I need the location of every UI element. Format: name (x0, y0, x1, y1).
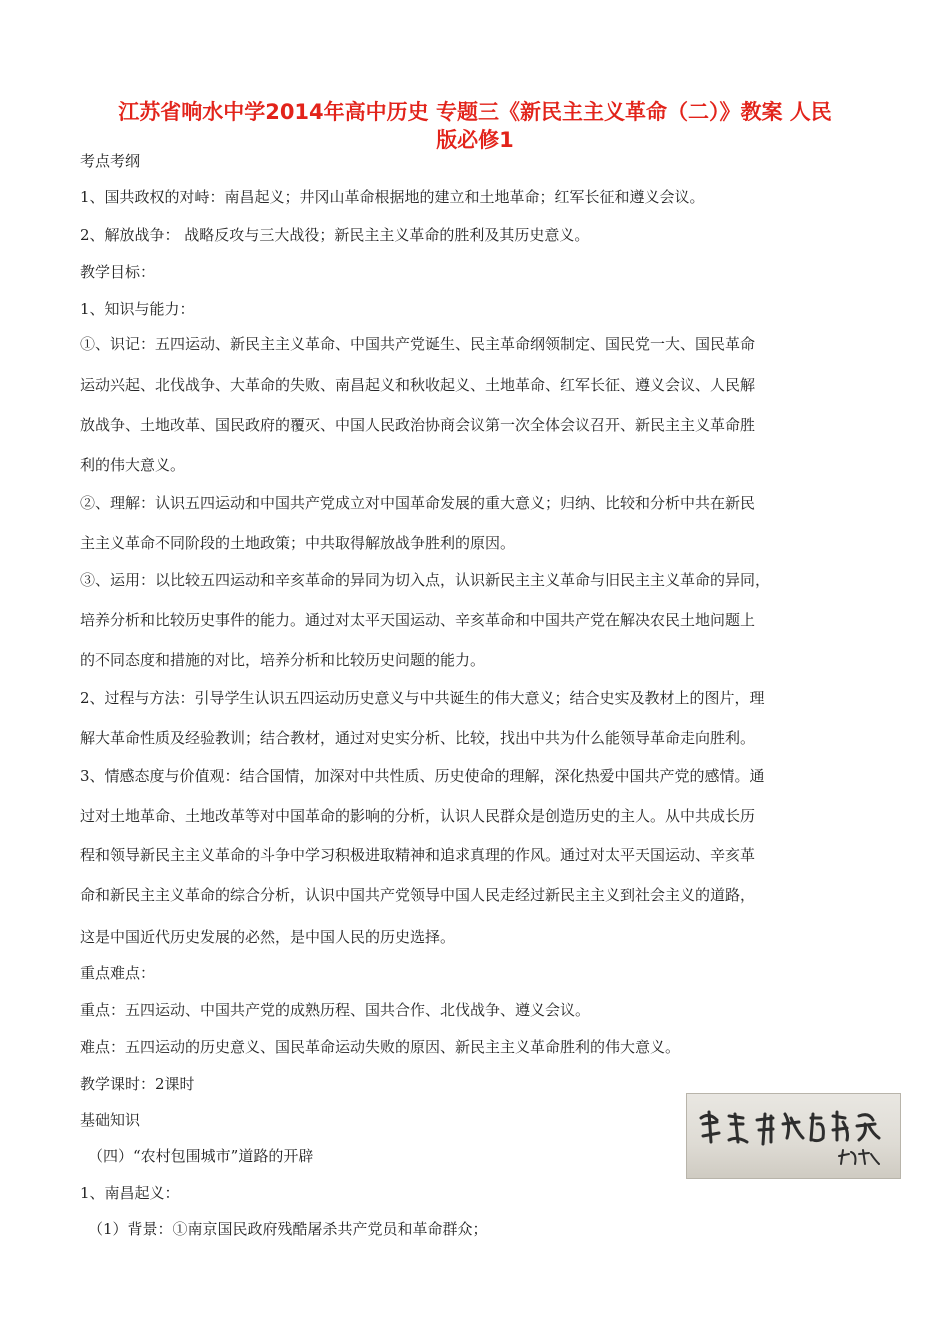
section-heading: 考点考纲 (80, 152, 141, 170)
text-line: 的不同态度和措施的对比，培养分析和比较历史问题的能力。 (80, 651, 486, 669)
text-line: 利的伟大意义。 (80, 456, 186, 474)
calligraphy-inscription-image (686, 1093, 901, 1179)
text-line: 运动兴起、北伐战争、大革命的失败、南昌起义和秋收起义、土地革命、红军长征、遵义会议、人民解 (80, 376, 756, 394)
text-line: 程和领导新民主主义革命的斗争中学习积极进取精神和追求真理的作风。通过对太平天国运动、辛亥革 (80, 846, 756, 864)
text-line: 3、情感态度与价值观：结合国情，加深对中共性质、历史使命的理解，深化热爱中国共产党的感情。通 (80, 767, 765, 785)
text-line: 难点：五四运动的历史意义、国民革命运动失败的原因、新民主主义革命胜利的伟大意义。 (80, 1038, 681, 1056)
text-line: 重点：五四运动、中国共产党的成熟历程、国共合作、北伐战争、遵义会议。 (80, 1001, 591, 1019)
document-title-line-1: 江苏省响水中学2014年高中历史 专题三《新民主主义革命（二）》教案 人民 (118, 100, 832, 124)
text-line: 过对土地革命、土地改革等对中国革命的影响的分析，认识人民群众是创造历史的主人。从中共成长历 (80, 807, 756, 825)
text-line: （四）“农村包围城市”道路的开辟 (88, 1147, 314, 1165)
text-line: 命和新民主主义革命的综合分析，认识中国共产党领导中国人民走经过新民主主义到社会主义的道路， (80, 886, 756, 904)
text-line: 1、国共政权的对峙：南昌起义；井冈山革命根据地的建立和土地革命；红军长征和遵义会议。 (80, 188, 705, 206)
section-heading: 重点难点： (80, 964, 156, 982)
section-heading: 基础知识 (80, 1111, 141, 1129)
document-title-line-2: 版必修1 (436, 128, 514, 152)
text-line: 放战争、土地改革、国民政府的覆灭、中国人民政治协商会议第一次全体会议召开、新民主主义革命胜 (80, 416, 756, 434)
section-heading: 教学目标： (80, 263, 156, 281)
text-line: 解大革命性质及经验教训；结合教材，通过对史实分析、比较，找出中共为什么能领导革命走向胜利。 (80, 729, 756, 747)
text-line: 2、过程与方法：引导学生认识五四运动历史意义与中共诞生的伟大意义；结合史实及教材上的图片，理 (80, 689, 765, 707)
text-line: 培养分析和比较历史事件的能力。通过对太平天国运动、辛亥革命和中国共产党在解决农民土地问题上 (80, 611, 756, 629)
text-line: 2、解放战争： 战略反攻与三大战役；新民主主义革命的胜利及其历史意义。 (80, 226, 590, 244)
text-line: ③、运用：以比较五四运动和辛亥革命的异同为切入点，认识新民主主义革命与旧民主主义革命的异同， (80, 571, 771, 589)
text-line: 1、知识与能力： (80, 300, 195, 318)
text-line: 1、南昌起义： (80, 1184, 180, 1202)
text-line: ①、识记：五四运动、新民主主义革命、中国共产党诞生、民主革命纲领制定、国民党一大、国民革命 (80, 335, 756, 353)
text-line: 教学课时：2课时 (80, 1075, 195, 1093)
text-line: 主主义革命不同阶段的土地政策；中共取得解放战争胜利的原因。 (80, 534, 516, 552)
text-line: （1）背景：①南京国民政府残酷屠杀共产党员和革命群众； (88, 1220, 488, 1238)
text-line: 这是中国近代历史发展的必然，是中国人民的历史选择。 (80, 928, 456, 946)
text-line: ②、理解：认识五四运动和中国共产党成立对中国革命发展的重大意义；归纳、比较和分析中共在新民 (80, 494, 756, 512)
